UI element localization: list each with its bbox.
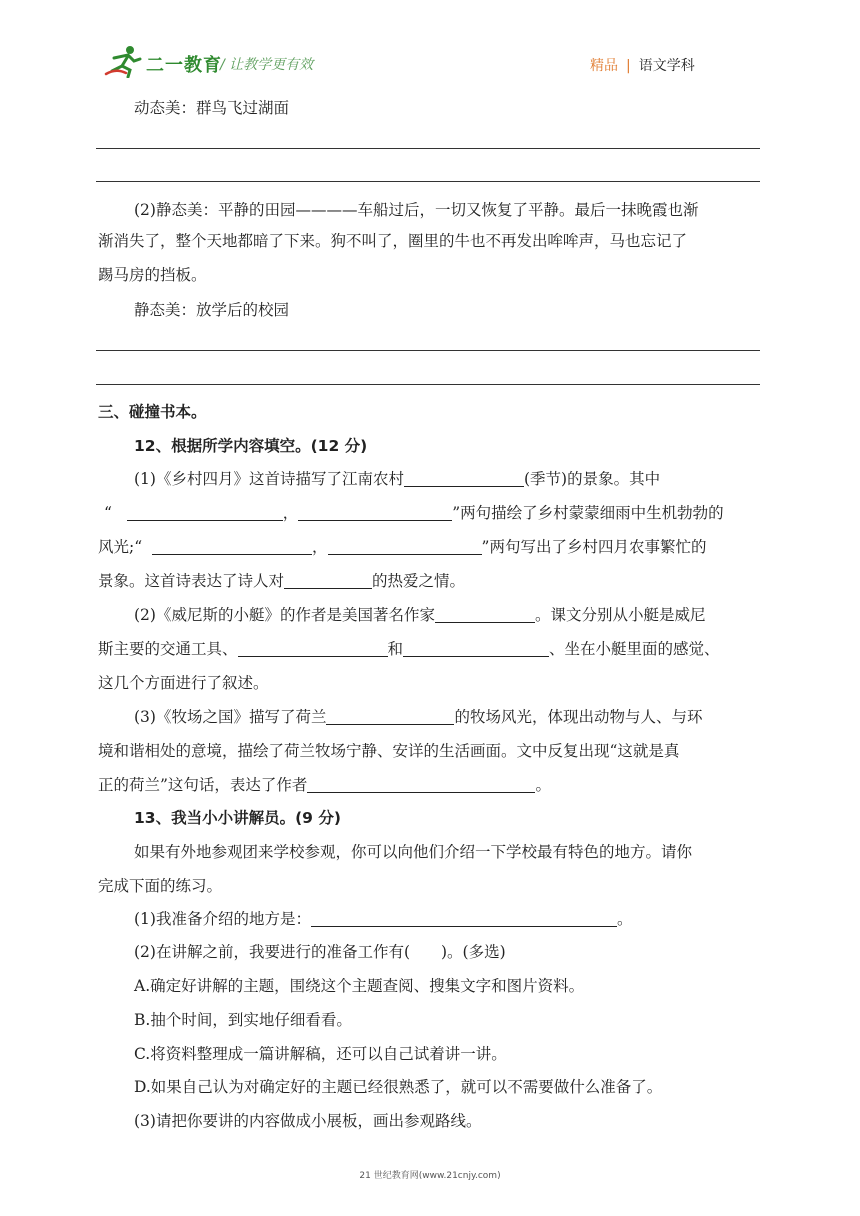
- runner-logo-icon: [104, 44, 144, 78]
- q13-3: (3)请把你要讲的内容做成小展板，画出参观路线。: [134, 1112, 482, 1130]
- fill-blank[interactable]: [307, 776, 535, 793]
- q12-1-line3: 风光;“ ， ”两句写出了乡村四月农事繁忙的: [98, 538, 707, 556]
- q12-2-line2: 斯主要的交通工具、 和 、坐在小艇里面的感觉、: [98, 640, 720, 658]
- fill-blank[interactable]: [284, 572, 372, 589]
- q13-1: (1)我准备介绍的地方是： 。: [134, 910, 633, 928]
- static-example-line: 渐消失了，整个天地都暗了下来。狗不叫了，圈里的牛也不再发出哞哞声，马也忘记了: [98, 232, 688, 250]
- fill-blank[interactable]: [326, 708, 454, 725]
- static-example-line: 踢马房的挡板。: [98, 266, 207, 284]
- page-header: [0, 0, 860, 90]
- subject-badge: [590, 55, 695, 75]
- question-12-title: 12、根据所学内容填空。(12 分): [134, 437, 368, 455]
- q12-1-line4: 景象。这首诗表达了诗人对 的热爱之情。: [98, 572, 466, 590]
- q13-intro-line: 完成下面的练习。: [98, 877, 223, 895]
- fill-blank[interactable]: [328, 538, 482, 555]
- option-c: C.将资料整理成一篇讲解稿，还可以自己试着讲一讲。: [134, 1045, 507, 1063]
- q12-3-line3: 正的荷兰”这句话，表达了作者 。: [98, 776, 551, 794]
- fill-blank[interactable]: [298, 504, 452, 521]
- logo-text: 二一教育: [146, 55, 222, 76]
- subject-label: 语文学科: [638, 58, 695, 74]
- badge-divider: |: [626, 58, 631, 74]
- static-topic: 静态美：放学后的校园: [134, 301, 290, 319]
- q12-3-line1: (3)《牧场之国》描写了荷兰 的牧场风光，体现出动物与人、与环: [134, 708, 703, 726]
- header-slogan: / 让教学更有效: [220, 57, 314, 73]
- option-a: A.确定好讲解的主题，围绕这个主题查阅、搜集文字和图片资料。: [134, 977, 585, 995]
- fill-blank[interactable]: [311, 910, 617, 927]
- fill-blank[interactable]: [435, 606, 535, 623]
- fill-blank[interactable]: [152, 538, 312, 555]
- section-title: 三、碰撞书本。: [98, 403, 207, 421]
- q12-2-line1: (2)《威尼斯的小艇》的作者是美国著名作家 。课文分别从小艇是威尼: [134, 606, 706, 624]
- q13-2: (2)在讲解之前，我要进行的准备工作有( )。(多选): [134, 943, 506, 961]
- answer-line: [96, 384, 760, 385]
- fill-blank[interactable]: [403, 640, 549, 657]
- q12-1-line1: (1)《乡村四月》这首诗描写了江南农村 (季节)的景象。其中: [134, 470, 661, 488]
- fill-blank[interactable]: [238, 640, 388, 657]
- q13-intro-line: 如果有外地参观团来学校参观，你可以向他们介绍一下学校最有特色的地方。请你: [134, 843, 693, 861]
- question-13-title: 13、我当小小讲解员。(9 分): [134, 809, 341, 827]
- quality-label: 精品: [590, 58, 618, 74]
- q12-3-line2: 境和谐相处的意境，描绘了荷兰牧场宁静、安详的生活画面。文中反复出现“这就是真: [98, 742, 680, 760]
- static-example-line: (2)静态美：平静的田园————车船过后，一切又恢复了平静。最后一抹晚霞也渐: [134, 201, 699, 219]
- q12-1-line2: “ ， ”两句描绘了乡村蒙蒙细雨中生机勃勃的: [104, 504, 724, 522]
- answer-line: [96, 148, 760, 149]
- option-b: B.抽个时间，到实地仔细看看。: [134, 1011, 352, 1029]
- answer-line: [96, 181, 760, 182]
- dynamic-topic: 动态美：群鸟飞过湖面: [134, 99, 290, 117]
- option-d: D.如果自己认为对确定好的主题已经很熟悉了，就可以不需要做什么准备了。: [134, 1078, 663, 1096]
- fill-blank[interactable]: [127, 504, 283, 521]
- fill-blank[interactable]: [404, 470, 524, 487]
- page-footer: 21 世纪教育网(www.21cnjy.com): [359, 1171, 501, 1181]
- answer-line: [96, 350, 760, 351]
- q12-2-line3: 这几个方面进行了叙述。: [98, 674, 269, 692]
